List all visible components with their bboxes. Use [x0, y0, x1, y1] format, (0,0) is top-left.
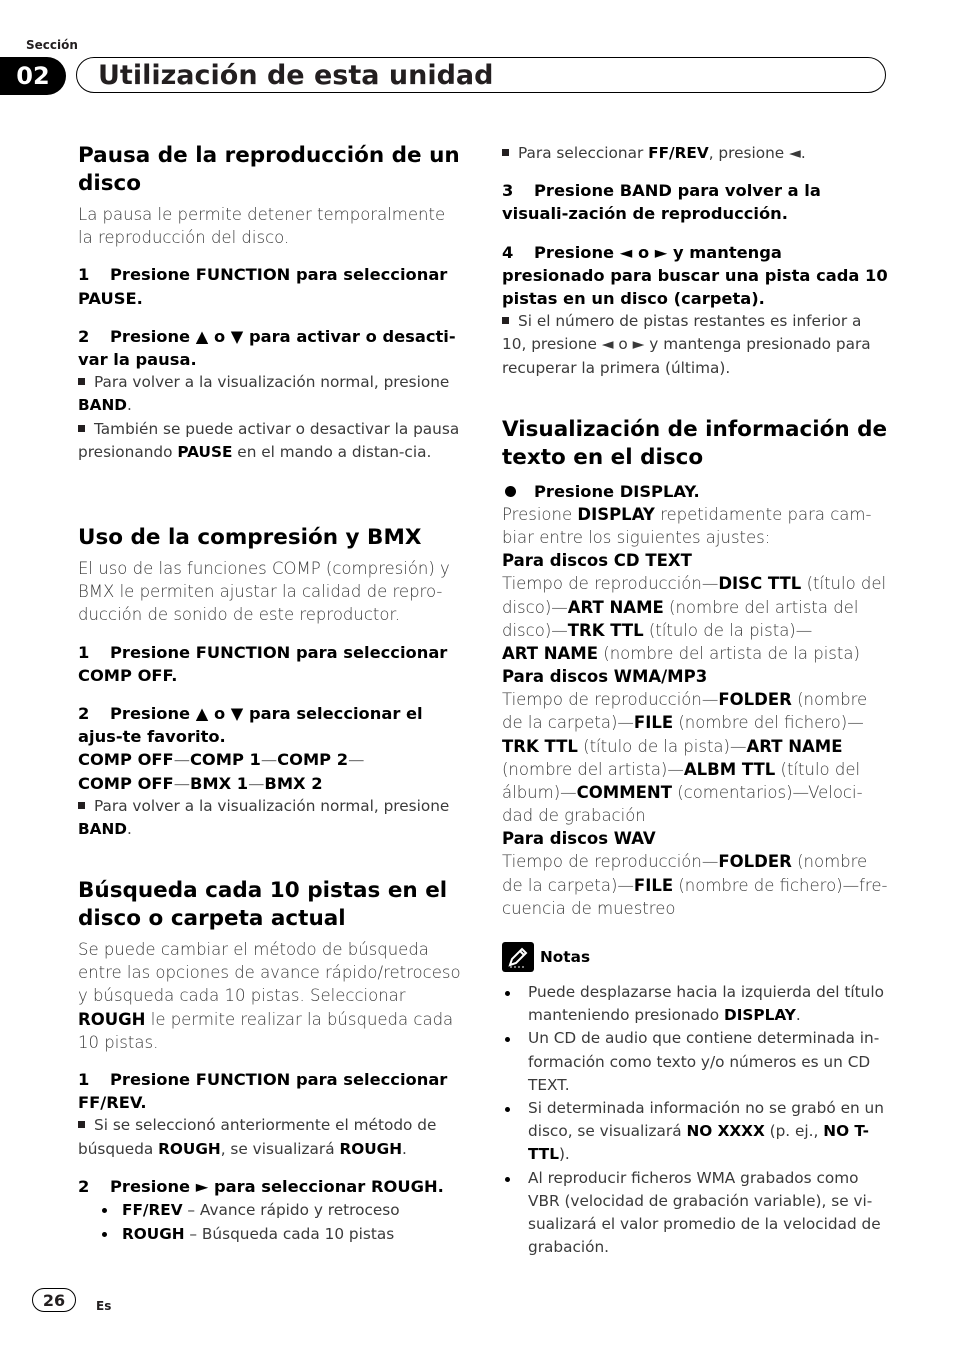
note-text: Puede desplazarse hacia la izquierda del título manteniendo presionado — [528, 983, 884, 1025]
wav-heading: Para discos WAV — [502, 829, 656, 849]
note-text: Para seleccionar — [518, 144, 649, 162]
bullet-text: – Avance rápido y retroceso — [182, 1201, 400, 1220]
step-number: 1 — [78, 1070, 90, 1090]
note-bold: BAND — [78, 820, 127, 839]
pausa-heading: Pausa de la reproducción de un disco — [78, 143, 460, 196]
list-item — [78, 1198, 462, 1222]
step-text: Presione BAND para volver a la visuali-zación de reproducción. — [502, 181, 821, 224]
texto-intro — [502, 503, 888, 549]
compresion-note — [78, 795, 462, 841]
pausa-note-1 — [78, 371, 462, 417]
seq-bold: FILE — [633, 713, 674, 733]
note-text: Para volver a la visualización normal, presione — [94, 796, 450, 815]
bullet-bold: ROUGH — [122, 1225, 185, 1244]
seq-text: (nombre del artista del disco)— — [502, 597, 859, 640]
seq-text: (título de la pista)— — [577, 736, 747, 756]
seq-item: COMP OFF — [78, 773, 174, 793]
seq-bold: ART NAME — [746, 736, 843, 756]
note-bold: BAND — [78, 396, 127, 415]
seq-item: COMP OFF — [78, 750, 174, 770]
step-text: Presione ◄ o ► y mantenga presionado para buscar una pista cada 10 pistas en un disco (carpeta). — [502, 242, 888, 309]
intro-bold: DISPLAY — [577, 505, 655, 524]
busqueda-step-2 — [78, 1175, 462, 1198]
cd-text-heading: Para discos CD TEXT — [502, 551, 692, 571]
seq-text: Tiempo de reproducción— — [502, 852, 719, 872]
seq-dash: — — [173, 750, 190, 770]
seq-bold: TRK TTL — [567, 620, 644, 640]
page-title: Utilización de esta unidad — [98, 60, 494, 91]
note-text: . — [402, 1139, 407, 1158]
notas-section — [502, 942, 888, 1259]
bullet-text: – Búsqueda cada 10 pistas — [184, 1225, 395, 1244]
step-text: Presione FUNCTION para seleccionar FF/REV. — [78, 1070, 448, 1113]
note-text: Si determinada información no se grabó en un disco, se visualizará — [528, 1099, 884, 1141]
step-text: Presione ▲ o ▼ para seleccionar el ajus-te favorito. — [78, 704, 423, 747]
note-bold: ROUGH — [339, 1139, 403, 1158]
seq-bold: DISC TTL — [718, 574, 802, 594]
busqueda-section — [78, 877, 462, 1246]
step-number: 2 — [78, 326, 90, 346]
busqueda-step-1 — [78, 1068, 462, 1114]
texto-section — [502, 416, 888, 920]
page-number: 26 — [32, 1288, 76, 1312]
list-item — [502, 981, 888, 1027]
note-text: Si el número de pistas restantes es inferior a 10, presione ◄ o ► y mantenga presionado para recuperar la primera (última). — [502, 312, 871, 377]
texto-heading: Visualización de información de texto en el disco — [502, 417, 888, 470]
seq-text: (título del disco)— — [502, 574, 887, 617]
step-number: 2 — [78, 704, 90, 724]
list-item: Al reproducir ficheros WMA grabados como VBR (velocidad de grabación variable), se vi-sualizará el valor promedio de la velocidad de grabación. — [502, 1167, 888, 1260]
step-text: Presione ► para seleccionar ROUGH. — [110, 1176, 444, 1196]
seq-item: COMP 1 — [189, 750, 261, 770]
square-bullet-icon — [78, 1121, 85, 1128]
pencil-note-icon — [502, 942, 534, 972]
list-item — [502, 1097, 888, 1167]
wav-sequence — [502, 850, 888, 920]
compresion-heading: Uso de la compresión y BMX — [78, 525, 422, 550]
square-bullet-icon — [78, 802, 85, 809]
section-label: Sección — [26, 38, 78, 52]
step-number: 1 — [78, 642, 90, 662]
seq-bold: FOLDER — [718, 852, 792, 872]
busqueda-heading: Búsqueda cada 10 pistas en el disco o carpeta actual — [78, 878, 448, 931]
seq-text: (nombre de la carpeta)— — [502, 852, 868, 895]
step-text: Presione ▲ o ▼ para activar o desacti-var la pausa. — [78, 326, 456, 370]
step-number: 2 — [78, 1176, 90, 1196]
wma-heading: Para discos WMA/MP3 — [502, 667, 708, 687]
note-bold: ROUGH — [158, 1139, 221, 1158]
note-text: También se puede activar o desactivar la pausa presionando — [78, 419, 460, 461]
seq-text: (nombre del fichero)— — [673, 713, 864, 733]
compresion-section — [78, 524, 462, 841]
seq-bold: FILE — [633, 875, 674, 895]
seq-bold: COMMENT — [576, 783, 672, 803]
bullet-bold: FF/REV — [122, 1201, 183, 1220]
note-text: en el mando a distan-cia. — [232, 442, 432, 461]
seq-text: (nombre de la carpeta)— — [502, 690, 868, 733]
pausa-section — [78, 142, 462, 464]
seq-dash: — — [260, 750, 278, 770]
language-code: Es — [96, 1299, 112, 1313]
note-text: . — [127, 396, 132, 415]
square-bullet-icon — [78, 425, 85, 432]
pausa-step-2 — [78, 325, 462, 371]
seq-text: (comentarios)—Veloci-dad de grabación — [502, 783, 863, 826]
intro-text: repetidamente para cam-biar entre los siguientes ajustes: — [502, 505, 872, 548]
wma-sequence — [502, 688, 888, 827]
square-bullet-icon — [502, 317, 509, 324]
seq-bold: FOLDER — [718, 690, 792, 710]
seq-bold: ART NAME — [502, 644, 599, 664]
seq-text: (nombre del artista)— — [502, 759, 684, 779]
pausa-step-1 — [78, 263, 462, 309]
display-step: Presione DISPLAY. — [502, 480, 888, 503]
compresion-step-1 — [78, 641, 462, 687]
seq-item: BMX 1 — [189, 773, 249, 793]
busqueda-step-3 — [502, 179, 888, 225]
notas-list — [502, 981, 888, 1259]
seq-text: (título del álbum)— — [502, 759, 861, 803]
note-text: . — [127, 820, 132, 839]
busqueda-note-2 — [502, 310, 888, 380]
note-text: (p. ej., — [764, 1122, 824, 1141]
note-text: ). — [558, 1145, 570, 1164]
intro-text: Se puede cambiar el método de búsqueda entre las opciones de avance rápido/retroceso y búsqueda cada 10 pistas. Seleccionar — [78, 940, 461, 1006]
intro-text: Presione — [502, 505, 578, 524]
seq-text: (nombre de fichero)—fre-cuencia de muestreo — [502, 875, 888, 918]
list-item — [78, 1222, 462, 1246]
seq-dash: — — [348, 750, 365, 770]
note-text: Si se seleccionó anteriormente el método de búsqueda — [78, 1116, 437, 1158]
busqueda-intro — [78, 938, 462, 1054]
note-text: . — [795, 1006, 801, 1025]
cd-text-sequence — [502, 572, 888, 665]
note-bold: NO T-TTL — [528, 1122, 869, 1164]
seq-bold: ALBM TTL — [683, 759, 776, 779]
note-bold: PAUSE — [177, 442, 233, 461]
note-bold: FF/REV — [648, 144, 709, 162]
compresion-step-2 — [78, 702, 462, 748]
seq-dash: — — [248, 773, 265, 793]
seq-text: Tiempo de reproducción— — [502, 574, 719, 594]
seq-bold: TRK TTL — [502, 736, 578, 756]
seq-item: COMP 2 — [277, 750, 349, 770]
note-text: , presione ◄. — [708, 144, 806, 162]
compresion-sequence — [78, 748, 462, 794]
note-text: Para volver a la visualización normal, presione — [94, 373, 450, 392]
intro-text: le permite realizar la búsqueda cada 10 pistas. — [78, 1009, 454, 1052]
pausa-intro: La pausa le permite detener temporalmente la reproducción del disco. — [78, 205, 446, 248]
section-number: 02 — [0, 57, 66, 95]
step-text: Presione FUNCTION para seleccionar PAUSE. — [78, 265, 448, 308]
compresion-intro: El uso de las funciones COMP (compresión) y BMX le permiten ajustar la calidad de repro-ducción de sonido de este reproductor. — [78, 559, 450, 625]
note-text: , se visualizará — [220, 1139, 340, 1158]
note-bold: DISPLAY — [724, 1006, 796, 1025]
seq-bold: ART NAME — [567, 597, 664, 617]
seq-dash: — — [173, 773, 190, 793]
note-bold: NO XXXX — [686, 1122, 765, 1141]
list-item: Un CD de audio que contiene determinada in-formación como texto y/o números es un CD TEXT. — [502, 1027, 888, 1097]
ffrev-note — [502, 142, 888, 165]
busqueda-note — [78, 1114, 462, 1160]
seq-text: (título de la pista)— — [643, 620, 813, 640]
step-text: Presione FUNCTION para seleccionar COMP OFF. — [78, 642, 448, 685]
step-number: 3 — [502, 181, 514, 201]
busqueda-continuation — [502, 142, 888, 380]
busqueda-step-4 — [502, 241, 888, 311]
square-bullet-icon — [78, 378, 85, 385]
pausa-note-2 — [78, 418, 462, 464]
seq-item: BMX 2 — [264, 773, 323, 793]
square-bullet-icon — [502, 149, 509, 156]
seq-text: (nombre del artista de la pista) — [598, 644, 860, 664]
notas-title: Notas — [540, 948, 591, 966]
notas-header — [502, 942, 888, 972]
step-number: 4 — [502, 242, 514, 262]
seq-text: Tiempo de reproducción— — [502, 690, 719, 710]
step-number: 1 — [78, 265, 90, 285]
intro-bold: ROUGH — [78, 1009, 146, 1029]
